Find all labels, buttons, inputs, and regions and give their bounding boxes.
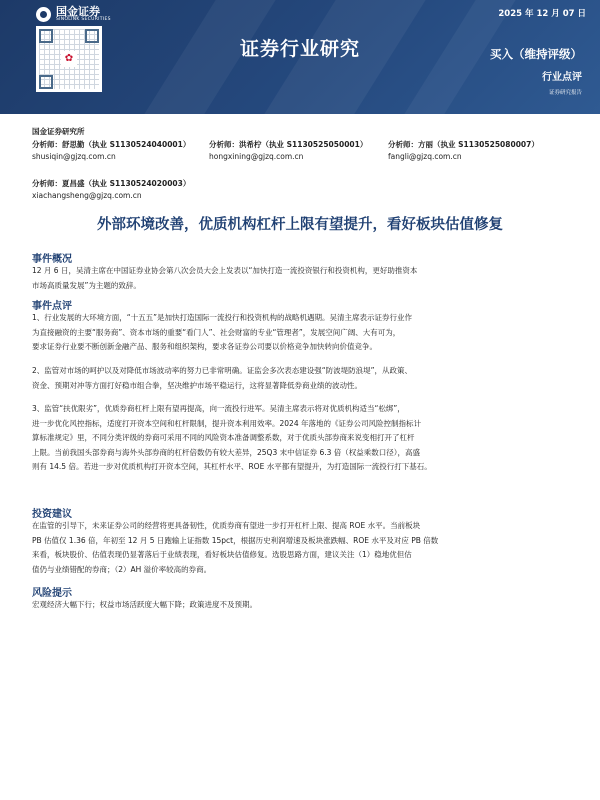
logo-mark-icon	[36, 7, 51, 22]
comment-paragraph-1: 1、行业发展的大环境方面，“十五五”是加快打造国际一流投行和投资机构的战略机遇期。吴清主席表示证券行业作 为直接融资的主要“服务商”、资本市场的重要“看门人”、社会财富的专业“管理者”，发展空间广阔、大有可为， 要求证券行业要不断创新金融产品、服务和组织架构，要求各证券公司要以价格竞争加快转向价值竞争。	[32, 313, 413, 351]
report-date: 2025 年 12 月 07 日	[498, 9, 586, 19]
company-logo	[36, 6, 111, 23]
report-category-title: 证券行业研究	[239, 38, 360, 60]
analyst-name: 分析师：舒思勤（执业 S1130524040001）	[32, 140, 191, 149]
logo-name: 国金证券	[56, 5, 100, 18]
report-headline: 外部环境改善，优质机构杠杆上限有望提升，看好板块估值修复	[97, 217, 503, 233]
analyst-name: 分析师：夏昌盛（执业 S1130524020003）	[32, 179, 191, 188]
rating-label: 买入（维持评级）	[490, 47, 582, 61]
report-subtype: 行业点评	[542, 72, 582, 83]
section-title-risk: 风险提示	[32, 588, 72, 599]
analyst-email[interactable]: xiachangsheng@gjzq.com.cn	[32, 191, 142, 200]
section-title-investment: 投资建议	[32, 509, 72, 520]
overview-paragraph: 12 月 6 日，吴清主席在中国证券业协会第八次会员大会上发表以“加快打造一流投资银行和投资机构，更好助推资本 市场高质量发展”为主题的致辞。	[32, 266, 418, 290]
section-title-comment: 事件点评	[32, 301, 72, 312]
report-type: 证券研究报告	[548, 90, 582, 96]
analyst-email[interactable]: hongxining@gjzq.com.cn	[209, 152, 304, 161]
comment-paragraph-2: 2、监管对市场的呵护以及对降低市场波动率的努力已非常明确。证监会多次表态建设强“防波堤防浪堤”，从政策、 资金、预期对冲等方面打好稳市组合拳，坚决维护市场平稳运行，这将显著降低券商业绩的波动性。	[32, 366, 413, 390]
qr-center-logo-icon: ✿	[61, 51, 77, 67]
comment-paragraph-3: 3、监管“扶优限劣”，优质券商杠杆上限有望再提高，向一流投行进军。吴清主席表示将对优质机构适当“松绑”， 进一步优化风控指标，适度打开资本空间和杠杆限制，提升资本利用效率。2024 年落地的《证券公司风险控制指标计 算标准规定》里，不同分类评级的券商可采用不同的风险资本准备调整系数，对于优质头部券商来说变相打开了杠杆 上限。当前我国头部券商与海外头部券商的杠杆倍数仍有较大差异，25Q3 末中信证券 6.3 倍（权益乘数口径），高盛 则有 14.5 倍。若进一步对优质机构打开资本空间，其杠杆水平、ROE 水平都有望提升，为打造国际一流投行打下基石。	[32, 404, 432, 471]
logo-english-name: SINOLINK SECURITIES	[56, 17, 111, 22]
analyst-email[interactable]: fangli@gjzq.com.cn	[388, 152, 462, 161]
section-title-overview: 事件概况	[32, 254, 72, 265]
investment-paragraph: 在监管的引导下，未来证券公司的经营将更具备韧性，优质券商有望进一步打开杠杆上限、提高 ROE 水平。当前板块 PB 估值仅 1.36 倍，年初至 12 月 5 日跑输上证指数 15pct，根据历史利润增速及板块涨跌幅、ROE 水平及对应 PB 倍数 来看，板块股价、估值表现仍显著落后于业绩表现，看好板块估值修复。选股思路方面，建议关注（1）稳地优但估 值仍与业绩错配的券商；（2）AH 溢价率较高的券商。	[32, 521, 439, 574]
analyst-name: 分析师：洪希柠（执业 S1130525050001）	[209, 140, 368, 149]
research-institute: 国金证券研究所	[32, 127, 85, 136]
header-banner	[0, 0, 600, 114]
analyst-email[interactable]: shusiqin@gjzq.com.cn	[32, 152, 116, 161]
risk-paragraph: 宏观经济大幅下行；权益市场活跃度大幅下降；政策进度不及预期。	[32, 600, 257, 609]
analyst-name: 分析师：方丽（执业 S1130525080007）	[388, 140, 539, 149]
